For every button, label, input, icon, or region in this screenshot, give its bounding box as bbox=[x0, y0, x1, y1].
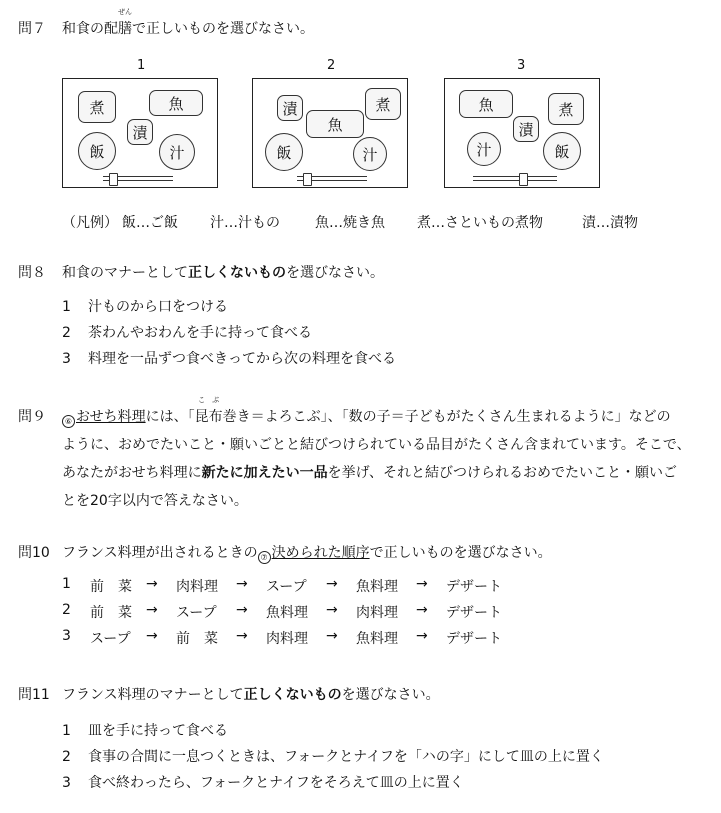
q10-option-2-num: 2 bbox=[62, 602, 71, 618]
q10-option-3-arrow-2: → bbox=[236, 628, 248, 644]
q10-option-3-arrow-4: → bbox=[416, 628, 428, 644]
q11-option-2-text: 食事の合間に一息つくときは、フォークとナイフを「ハの字」にして皿の上に置く bbox=[88, 749, 604, 765]
q10-number: 問10 bbox=[18, 545, 50, 561]
q9-line3-a: あなたがおせち料理に bbox=[62, 465, 202, 481]
q7-prompt-pre: 和食の配 bbox=[62, 21, 118, 37]
q8-option-1-text: 汁ものから口をつける bbox=[88, 299, 228, 315]
q8-option-1-num: 1 bbox=[62, 299, 71, 315]
q10-option-1-course-4: 魚料理 bbox=[356, 579, 398, 595]
q8-option-3-text: 料理を一品ずつ食べきってから次の料理を食べる bbox=[88, 351, 396, 367]
q10-option-1-course-3: スープ bbox=[266, 579, 307, 595]
q8-option-2-num: 2 bbox=[62, 325, 71, 341]
q9-line3-bold: 新たに加えたい一品 bbox=[201, 465, 328, 481]
q9-line-2: ように、おめでたいこと・願いごとと結びつけられている品目がたくさん含まれています。そこで、 bbox=[62, 437, 691, 453]
q11-number: 問11 bbox=[18, 687, 50, 703]
tray-3 bbox=[444, 78, 600, 188]
legend-rice: 飯…ご飯 bbox=[122, 215, 178, 231]
tray-1 bbox=[62, 78, 218, 188]
tray2-soup-bowl: 汁 bbox=[353, 137, 387, 171]
q10-option-1-course-5: デザート bbox=[446, 579, 502, 595]
q9-line1-a: には、「 bbox=[145, 409, 195, 425]
q10-option-2-course-2: スープ bbox=[176, 605, 217, 621]
q8-option-2 bbox=[62, 322, 312, 342]
q11-option-1-num: 1 bbox=[62, 723, 71, 739]
tray3-soup-bowl: 汁 bbox=[467, 132, 501, 166]
q11-option-2-num: 2 bbox=[62, 749, 71, 765]
q9-line-1 bbox=[62, 396, 671, 428]
legend-simmered: 煮…さといもの煮物 bbox=[417, 215, 543, 231]
q11-prompt bbox=[62, 684, 440, 704]
q10-option-3-num: 3 bbox=[62, 628, 71, 644]
q9-marker: ⑥ bbox=[62, 415, 75, 428]
q10-option-2 bbox=[62, 602, 542, 620]
q9-line1-b: 巻き＝よろこぶ」、「数の子＝子どもがたくさん生まれるように」などの bbox=[222, 409, 671, 425]
q10-option-2-course-4: 肉料理 bbox=[356, 605, 398, 621]
q10-option-2-arrow-2: → bbox=[236, 602, 248, 618]
q10-option-3-course-5: デザート bbox=[446, 631, 502, 647]
q11-option-1 bbox=[62, 720, 228, 740]
q11-option-1-text: 皿を手に持って食べる bbox=[88, 723, 228, 739]
tray1-rice-bowl: 飯 bbox=[78, 132, 116, 170]
q7-prompt bbox=[62, 8, 314, 38]
q7-number: 問７ bbox=[18, 21, 46, 37]
q10-option-2-arrow-4: → bbox=[416, 602, 428, 618]
q10-option-1-num: 1 bbox=[62, 576, 71, 592]
q11-prompt-post: を選びなさい。 bbox=[341, 687, 440, 703]
q9-ruby-2-reading: ぶ bbox=[212, 396, 220, 404]
q10-option-2-arrow-3: → bbox=[326, 602, 338, 618]
q10-option-3-arrow-1: → bbox=[146, 628, 158, 644]
q10-option-3-course-2: 前 菜 bbox=[176, 631, 218, 647]
tray2-fish-dish: 魚 bbox=[306, 110, 364, 138]
tray1-simmered-dish: 煮 bbox=[78, 91, 116, 123]
tray-2 bbox=[252, 78, 408, 188]
tray3-simmered-dish: 煮 bbox=[548, 93, 584, 125]
q10-option-3-arrow-3: → bbox=[326, 628, 338, 644]
q10-option-2-course-1: 前 菜 bbox=[90, 605, 132, 621]
legend-pickles: 漬…漬物 bbox=[582, 215, 638, 231]
q7-ruby bbox=[118, 8, 132, 38]
q10-option-1-arrow-3: → bbox=[326, 576, 338, 592]
q8-number: 問８ bbox=[18, 265, 46, 281]
q9-ruby-1 bbox=[194, 396, 209, 426]
q10-option-1 bbox=[62, 576, 542, 594]
q8-prompt-bold: 正しくないもの bbox=[188, 265, 286, 281]
q9-line-4: とを20字以内で答えなさい。 bbox=[62, 493, 248, 509]
q10-option-1-arrow-1: → bbox=[146, 576, 158, 592]
q10-option-3-course-3: 肉料理 bbox=[266, 631, 308, 647]
q9-ruby-2-base: 布 bbox=[208, 409, 223, 425]
q8-prompt bbox=[62, 262, 384, 282]
q8-option-2-text: 茶わんやおわんを手に持って食べる bbox=[88, 325, 312, 341]
q10-option-3-course-4: 魚料理 bbox=[356, 631, 398, 647]
q11-option-3 bbox=[62, 772, 464, 792]
q9-line-3 bbox=[62, 462, 677, 482]
tray-label-1: 1 bbox=[137, 58, 146, 73]
q8-option-3 bbox=[62, 348, 396, 368]
tray1-pickles-dish: 漬 bbox=[127, 119, 153, 145]
tray3-pickles-dish: 漬 bbox=[513, 116, 539, 142]
tray3-rice-bowl: 飯 bbox=[543, 132, 581, 170]
q10-option-2-arrow-1: → bbox=[146, 602, 158, 618]
q8-prompt-pre: 和食のマナーとして bbox=[62, 265, 188, 281]
q10-marker: ⑦ bbox=[258, 551, 271, 564]
q8-option-1 bbox=[62, 296, 228, 316]
q9-line3-b: を挙げ、それと結びつけられるおめでたいこと・願いご bbox=[327, 465, 678, 481]
tray2-simmered-dish: 煮 bbox=[365, 88, 401, 120]
q10-option-1-course-2: 肉料理 bbox=[176, 579, 218, 595]
tray1-soup-bowl: 汁 bbox=[159, 134, 195, 170]
q11-option-3-text: 食べ終わったら、フォークとナイフをそろえて皿の上に置く bbox=[88, 775, 464, 791]
q10-prompt bbox=[62, 542, 552, 564]
q11-prompt-bold: 正しくないもの bbox=[243, 687, 342, 703]
q8-prompt-post: を選びなさい。 bbox=[286, 265, 384, 281]
tray-label-3: 3 bbox=[517, 58, 526, 73]
q9-ruby-1-reading: こ bbox=[198, 396, 206, 404]
legend-prefix: （凡例） bbox=[62, 215, 118, 231]
q10-option-1-arrow-4: → bbox=[416, 576, 428, 592]
q10-option-1-arrow-2: → bbox=[236, 576, 248, 592]
tray-label-2: 2 bbox=[327, 58, 336, 73]
q11-option-3-num: 3 bbox=[62, 775, 71, 791]
q10-underlined: 決められた順序 bbox=[271, 545, 370, 561]
tray1-chopsticks bbox=[103, 174, 173, 183]
tray3-fish-dish: 魚 bbox=[459, 90, 513, 118]
tray3-chopsticks bbox=[473, 174, 557, 183]
q10-option-1-course-1: 前 菜 bbox=[90, 579, 132, 595]
q10-prompt-pre: フランス料理が出されるときの bbox=[62, 545, 258, 561]
tray2-pickles-dish: 漬 bbox=[277, 95, 303, 121]
q11-prompt-pre: フランス料理のマナーとして bbox=[62, 687, 244, 703]
tray2-chopsticks bbox=[297, 174, 367, 183]
q10-option-3 bbox=[62, 628, 542, 646]
q9-number: 問９ bbox=[18, 409, 46, 425]
q7-ruby-reading: ぜん bbox=[118, 8, 132, 16]
q7-ruby-base: 膳 bbox=[118, 21, 132, 37]
tray1-fish-dish: 魚 bbox=[149, 90, 203, 116]
q8-option-3-num: 3 bbox=[62, 351, 71, 367]
q11-option-2 bbox=[62, 746, 604, 766]
tray2-rice-bowl: 飯 bbox=[265, 133, 303, 171]
q10-option-2-course-5: デザート bbox=[446, 605, 502, 621]
q10-option-2-course-3: 魚料理 bbox=[266, 605, 308, 621]
legend-fish: 魚…焼き魚 bbox=[315, 215, 385, 231]
q10-option-3-course-1: スープ bbox=[90, 631, 131, 647]
legend-soup: 汁…汁もの bbox=[210, 215, 280, 231]
q7-prompt-post: で正しいものを選びなさい。 bbox=[132, 21, 314, 37]
q9-underlined: おせち料理 bbox=[76, 409, 146, 425]
q9-ruby-1-base: 昆 bbox=[194, 409, 209, 425]
q9-ruby-2 bbox=[208, 396, 223, 426]
q10-prompt-post: で正しいものを選びなさい。 bbox=[369, 545, 552, 561]
